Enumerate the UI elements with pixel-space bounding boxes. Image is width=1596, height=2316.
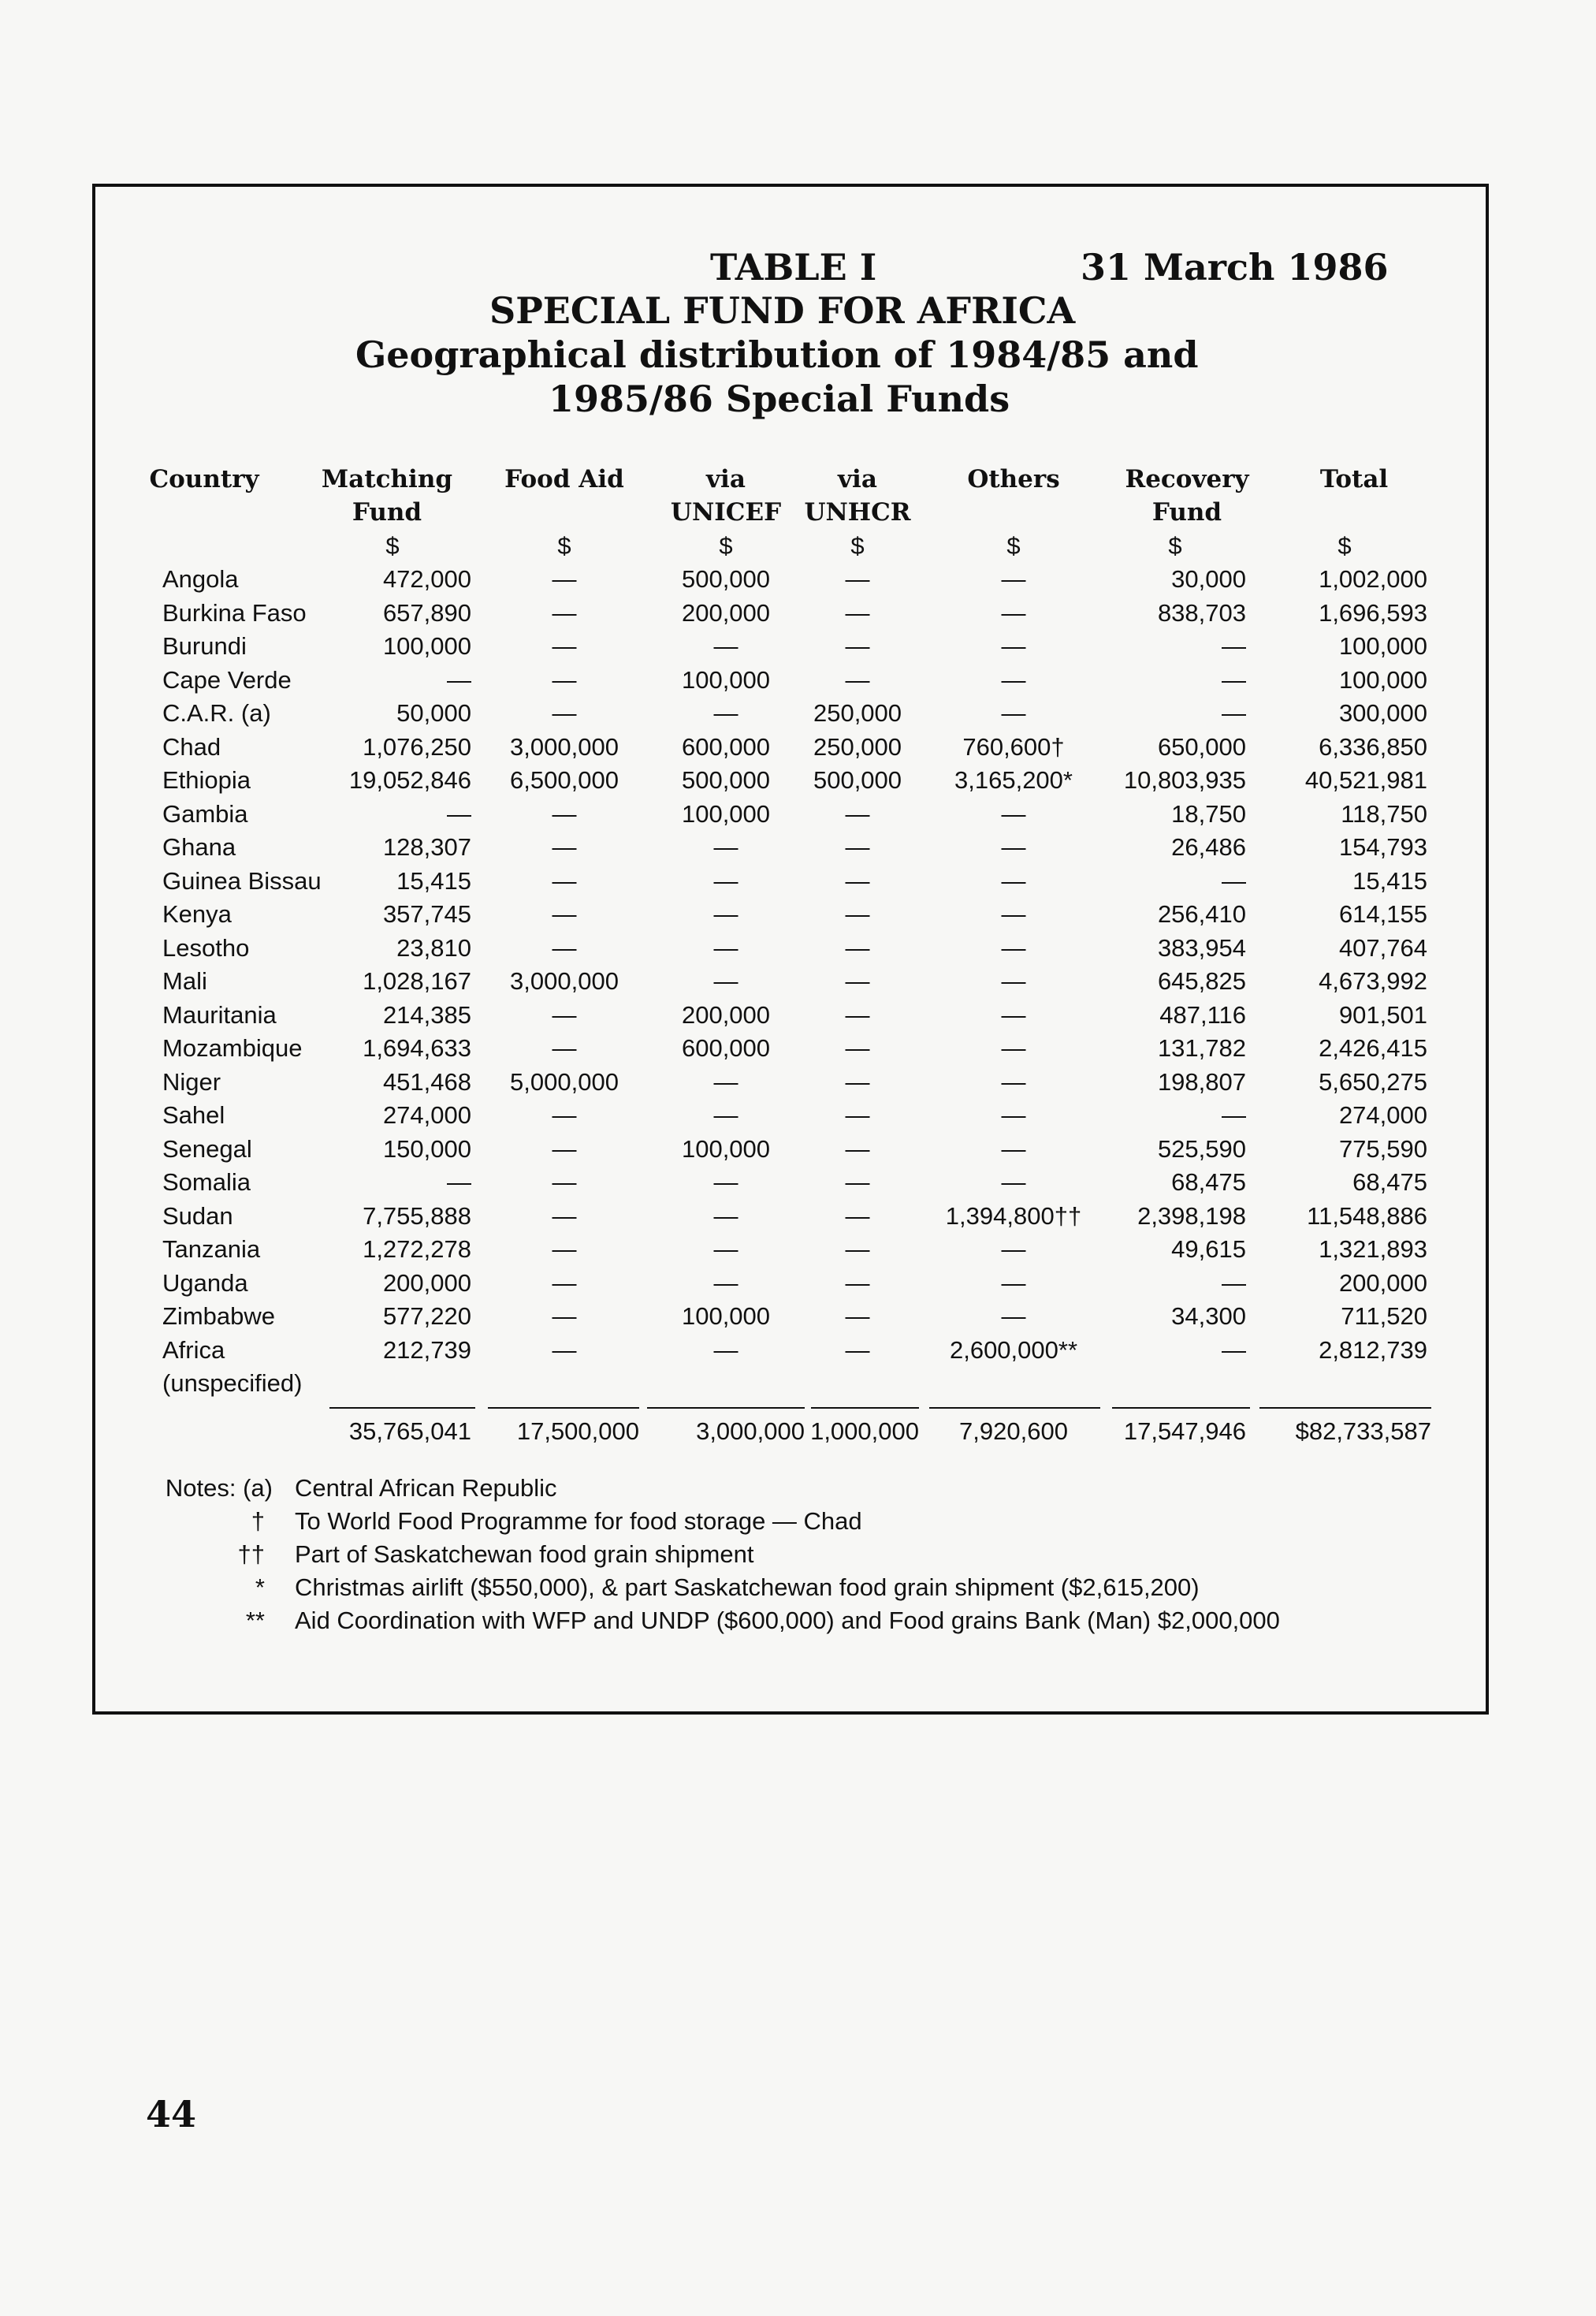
table-cell-others: — [1001, 1168, 1026, 1196]
table-cell-via-unhcr: — [845, 1201, 870, 1230]
total-food-aid: 17,500,000 [516, 1417, 639, 1445]
table-cell-food-aid: — [552, 565, 577, 593]
table-cell-total: 1,321,893 [1319, 1235, 1427, 1263]
table-cell-via-unhcr: — [845, 866, 870, 895]
table-subtitle: SPECIAL FUND FOR AFRICA [489, 289, 1076, 332]
column-unit-matching-fund: $ [385, 532, 400, 560]
row-country: Burkina Faso [162, 598, 307, 627]
table-cell-matching-fund: — [447, 799, 471, 828]
table-cell-recovery-fund: 256,410 [1157, 900, 1246, 928]
table-cell-others: — [1001, 1268, 1026, 1297]
column-header-via-unhcr: via [838, 465, 877, 493]
table-cell-matching-fund: 23,810 [396, 933, 471, 962]
table-cell-via-unicef: — [713, 1235, 738, 1263]
table-cell-via-unicef: 600,000 [681, 732, 771, 761]
column-header-matching-fund-line2: Fund [352, 498, 422, 527]
table-cell-recovery-fund: — [1222, 1101, 1246, 1129]
table-cell-food-aid: — [552, 1134, 577, 1163]
table-cell-matching-fund: — [447, 665, 471, 694]
table-cell-matching-fund: 128,307 [382, 833, 471, 861]
table-cell-recovery-fund: — [1222, 632, 1246, 660]
table-cell-total: 4,673,992 [1319, 967, 1427, 995]
table-cell-food-aid: — [552, 665, 577, 694]
table-cell-total: 901,501 [1338, 1000, 1427, 1029]
total-rule [929, 1407, 1100, 1409]
table-cell-via-unhcr: — [845, 565, 870, 593]
table-cell-matching-fund: 100,000 [382, 632, 471, 660]
row-country: Gambia [162, 799, 248, 828]
column-header-recovery-fund-line2: Fund [1151, 498, 1222, 527]
table-cell-total: 15,415 [1352, 866, 1427, 895]
total-rule [1259, 1407, 1431, 1409]
table-cell-total: 6,336,850 [1319, 732, 1427, 761]
table-cell-via-unicef: — [713, 1201, 738, 1230]
table-cell-food-aid: — [552, 833, 577, 861]
table-cell-others: — [1001, 632, 1026, 660]
table-date: 31 March 1986 [1081, 246, 1389, 289]
table-cell-via-unhcr: — [845, 1302, 870, 1330]
table-cell-others: — [1001, 833, 1026, 861]
table-cell-via-unhcr: — [845, 1101, 870, 1129]
table-cell-via-unicef: — [713, 699, 738, 727]
table-cell-via-unhcr: — [845, 1134, 870, 1163]
total-total: $82,733,587 [1295, 1417, 1431, 1445]
table-cell-via-unhcr: — [845, 1335, 870, 1364]
table-cell-recovery-fund: — [1222, 699, 1246, 727]
table-cell-via-unicef: 500,000 [681, 565, 771, 593]
table-cell-via-unhcr: — [845, 1235, 870, 1263]
table-cell-total: 5,650,275 [1319, 1067, 1427, 1096]
table-cell-food-aid: — [552, 900, 577, 928]
table-cell-food-aid: — [552, 866, 577, 895]
table-cell-matching-fund: 472,000 [382, 565, 471, 593]
table-cell-via-unicef: — [713, 1335, 738, 1364]
row-country: Africa [162, 1335, 225, 1364]
total-matching-fund: 35,765,041 [348, 1417, 471, 1445]
table-cell-food-aid: — [552, 1268, 577, 1297]
table-cell-recovery-fund: 18,750 [1171, 799, 1246, 828]
table-cell-others: 1,394,800†† [945, 1201, 1082, 1230]
total-rule [488, 1407, 639, 1409]
table-cell-food-aid: — [552, 1034, 577, 1062]
table-cell-recovery-fund: 838,703 [1157, 598, 1246, 627]
note-mark: Notes: (a) [165, 1474, 273, 1502]
table-cell-total: 711,520 [1341, 1302, 1427, 1330]
table-cell-via-unicef: — [713, 933, 738, 962]
table-cell-via-unicef: — [713, 900, 738, 928]
table-cell-total: 68,475 [1352, 1168, 1427, 1196]
row-country: Kenya [162, 900, 232, 928]
table-cell-others: — [1001, 1302, 1026, 1330]
table-cell-food-aid: — [552, 933, 577, 962]
table-cell-via-unhcr: — [845, 1168, 870, 1196]
table-cell-via-unicef: 500,000 [681, 766, 771, 794]
table-cell-via-unicef: 100,000 [681, 665, 771, 694]
row-country: Senegal [162, 1134, 252, 1163]
table-cell-matching-fund: 1,076,250 [363, 732, 471, 761]
table-cell-others: — [1001, 1034, 1026, 1062]
table-cell-via-unhcr: — [845, 598, 870, 627]
row-country: Mali [162, 967, 207, 995]
row-country: Guinea Bissau [162, 866, 322, 895]
table-cell-via-unicef: — [713, 1168, 738, 1196]
note-mark: †† [237, 1540, 265, 1568]
row-country: Ghana [162, 833, 236, 861]
table-cell-food-aid: 3,000,000 [510, 732, 619, 761]
table-cell-via-unicef: 200,000 [681, 1000, 771, 1029]
column-unit-total: $ [1337, 532, 1352, 560]
table-cell-total: 407,764 [1338, 933, 1427, 962]
total-via-unicef: 3,000,000 [696, 1417, 805, 1445]
table-cell-matching-fund: 1,694,633 [363, 1034, 471, 1062]
column-unit-via-unicef: $ [719, 532, 733, 560]
table-caption-line1: Geographical distribution of 1984/85 and [355, 333, 1199, 376]
table-cell-others: — [1001, 565, 1026, 593]
column-header-others: Others [967, 465, 1060, 493]
row-country: Ethiopia [162, 766, 251, 794]
table-cell-matching-fund: 15,415 [396, 866, 471, 895]
table-cell-total: 40,521,981 [1304, 766, 1427, 794]
row-country: Mauritania [162, 1000, 277, 1029]
table-cell-others: — [1001, 699, 1026, 727]
table-cell-matching-fund: 19,052,846 [348, 766, 471, 794]
table-cell-recovery-fund: 68,475 [1171, 1168, 1246, 1196]
column-header-matching-fund: Matching [321, 465, 453, 493]
table-cell-via-unicef: — [713, 1268, 738, 1297]
row-country: Mozambique [162, 1034, 303, 1062]
table-cell-recovery-fund: — [1222, 866, 1246, 895]
row-country: (unspecified) [162, 1369, 303, 1397]
note-text: Christmas airlift ($550,000), & part Saskatchewan food grain shipment ($2,615,200) [295, 1573, 1200, 1601]
table-cell-via-unicef: — [713, 1101, 738, 1129]
table-cell-recovery-fund: 645,825 [1157, 967, 1246, 995]
table-cell-via-unicef: — [713, 833, 738, 861]
column-header-recovery-fund: Recovery [1125, 465, 1249, 493]
table-cell-matching-fund: 1,028,167 [363, 967, 471, 995]
row-country: Burundi [162, 632, 247, 660]
table-cell-recovery-fund: 34,300 [1171, 1302, 1246, 1330]
table-label: TABLE I [710, 246, 877, 289]
column-unit-food-aid: $ [557, 532, 571, 560]
table-cell-others: 3,165,200* [954, 766, 1073, 794]
table-cell-recovery-fund: 10,803,935 [1123, 766, 1246, 794]
row-country: Angola [162, 565, 239, 593]
row-country: Chad [162, 732, 221, 761]
row-country: Lesotho [162, 933, 250, 962]
table-cell-recovery-fund: — [1222, 1335, 1246, 1364]
table-cell-via-unicef: 600,000 [681, 1034, 771, 1062]
table-cell-total: 2,426,415 [1319, 1034, 1427, 1062]
table-cell-via-unicef: — [713, 632, 738, 660]
table-cell-others: — [1001, 1235, 1026, 1263]
table-cell-via-unhcr: — [845, 967, 870, 995]
table-cell-food-aid: 3,000,000 [510, 967, 619, 995]
table-cell-via-unicef: — [713, 967, 738, 995]
note-text: Central African Republic [295, 1474, 557, 1502]
table-cell-recovery-fund: 26,486 [1171, 833, 1246, 861]
table-cell-total: 775,590 [1338, 1134, 1427, 1163]
table-cell-recovery-fund: 198,807 [1157, 1067, 1246, 1096]
table-cell-total: 274,000 [1338, 1101, 1427, 1129]
table-cell-matching-fund: 200,000 [382, 1268, 471, 1297]
table-cell-matching-fund: — [447, 1168, 471, 1196]
note-text: To World Food Programme for food storage — Chad [295, 1507, 862, 1535]
table-cell-matching-fund: 214,385 [382, 1000, 471, 1029]
table-cell-food-aid: — [552, 632, 577, 660]
note-text: Part of Saskatchewan food grain shipment [295, 1540, 754, 1568]
table-cell-food-aid: 5,000,000 [510, 1067, 619, 1096]
column-header-via-unicef: via [706, 465, 746, 493]
table-cell-total: 154,793 [1338, 833, 1427, 861]
table-cell-others: — [1001, 799, 1026, 828]
table-cell-via-unicef: 200,000 [681, 598, 771, 627]
table-cell-via-unhcr: 500,000 [813, 766, 902, 794]
row-country: Sudan [162, 1201, 233, 1230]
row-country: Somalia [162, 1168, 251, 1196]
note-mark: * [255, 1573, 265, 1601]
table-cell-food-aid: — [552, 799, 577, 828]
table-cell-via-unicef: 100,000 [681, 1302, 771, 1330]
table-cell-total: 100,000 [1338, 665, 1427, 694]
table-cell-others: — [1001, 1067, 1026, 1096]
row-country: C.A.R. (a) [162, 699, 271, 727]
table-cell-recovery-fund: 49,615 [1171, 1235, 1246, 1263]
table-cell-total: 1,002,000 [1319, 565, 1427, 593]
table-cell-food-aid: — [552, 1335, 577, 1364]
column-header-country: Country [149, 465, 259, 493]
row-country: Niger [162, 1067, 221, 1096]
table-cell-food-aid: — [552, 598, 577, 627]
table-cell-food-aid: — [552, 1000, 577, 1029]
table-cell-recovery-fund: 650,000 [1157, 732, 1246, 761]
table-cell-via-unhcr: 250,000 [813, 699, 902, 727]
total-rule [647, 1407, 805, 1409]
page-number: 44 [146, 2093, 197, 2135]
table-cell-others: — [1001, 967, 1026, 995]
table-cell-matching-fund: 577,220 [382, 1302, 471, 1330]
table-cell-via-unhcr: — [845, 1034, 870, 1062]
row-country: Tanzania [162, 1235, 261, 1263]
total-recovery-fund: 17,547,946 [1123, 1417, 1246, 1445]
table-cell-food-aid: — [552, 1235, 577, 1263]
table-cell-matching-fund: 451,468 [382, 1067, 471, 1096]
table-cell-total: 614,155 [1338, 900, 1427, 928]
table-cell-via-unhcr: — [845, 799, 870, 828]
table-cell-others: 2,600,000** [949, 1335, 1078, 1364]
table-cell-recovery-fund: — [1222, 665, 1246, 694]
table-cell-total: 200,000 [1338, 1268, 1427, 1297]
table-cell-via-unhcr: — [845, 933, 870, 962]
table-cell-via-unhcr: — [845, 1067, 870, 1096]
note-mark: † [251, 1507, 265, 1535]
total-rule [1112, 1407, 1250, 1409]
table-cell-via-unhcr: — [845, 632, 870, 660]
table-cell-food-aid: 6,500,000 [510, 766, 619, 794]
table-cell-recovery-fund: 383,954 [1157, 933, 1246, 962]
row-country: Cape Verde [162, 665, 292, 694]
table-cell-via-unicef: 100,000 [681, 799, 771, 828]
total-others: 7,920,600 [959, 1417, 1068, 1445]
table-cell-others: — [1001, 933, 1026, 962]
table-cell-matching-fund: 150,000 [382, 1134, 471, 1163]
column-header-food-aid: Food Aid [504, 465, 624, 493]
column-header-via-unhcr-line2: UNHCR [804, 498, 911, 527]
table-cell-matching-fund: 7,755,888 [363, 1201, 471, 1230]
table-cell-via-unicef: 100,000 [681, 1134, 771, 1163]
table-caption-line2: 1985/86 Special Funds [549, 378, 1010, 420]
table-cell-others: — [1001, 1000, 1026, 1029]
table-cell-others: 760,600† [962, 732, 1065, 761]
table-cell-matching-fund: 50,000 [396, 699, 471, 727]
column-header-total: Total [1319, 465, 1389, 493]
table-cell-recovery-fund: 525,590 [1157, 1134, 1246, 1163]
table-cell-food-aid: — [552, 699, 577, 727]
table-cell-matching-fund: 274,000 [382, 1101, 471, 1129]
note-text: Aid Coordination with WFP and UNDP ($600,000) and Food grains Bank (Man) $2,000,000 [295, 1607, 1280, 1634]
table-cell-others: — [1001, 1101, 1026, 1129]
table-cell-via-unhcr: 250,000 [813, 732, 902, 761]
column-unit-recovery-fund: $ [1168, 532, 1182, 560]
table-cell-recovery-fund: 487,116 [1159, 1000, 1246, 1029]
table-frame [92, 184, 1489, 1715]
table-cell-recovery-fund: 131,782 [1157, 1034, 1246, 1062]
table-cell-via-unhcr: — [845, 833, 870, 861]
table-cell-total: 11,548,886 [1307, 1201, 1427, 1230]
column-unit-others: $ [1006, 532, 1021, 560]
table-cell-via-unhcr: — [845, 1000, 870, 1029]
column-header-via-unicef-line2: UNICEF [670, 498, 782, 527]
table-cell-via-unhcr: — [845, 1268, 870, 1297]
table-cell-recovery-fund: 30,000 [1171, 565, 1246, 593]
table-cell-others: — [1001, 900, 1026, 928]
table-cell-food-aid: — [552, 1168, 577, 1196]
table-cell-total: 300,000 [1338, 699, 1427, 727]
table-cell-matching-fund: 212,739 [382, 1335, 471, 1364]
table-cell-total: 2,812,739 [1319, 1335, 1427, 1364]
table-cell-food-aid: — [552, 1201, 577, 1230]
table-cell-total: 118,750 [1341, 799, 1427, 828]
table-cell-others: — [1001, 598, 1026, 627]
table-cell-others: — [1001, 1134, 1026, 1163]
total-via-unhcr: 1,000,000 [810, 1417, 919, 1445]
table-cell-total: 100,000 [1338, 632, 1427, 660]
table-cell-recovery-fund: 2,398,198 [1137, 1201, 1246, 1230]
table-cell-others: — [1001, 665, 1026, 694]
table-cell-total: 1,696,593 [1319, 598, 1427, 627]
note-mark: ** [245, 1607, 265, 1634]
table-cell-others: — [1001, 866, 1026, 895]
table-cell-matching-fund: 657,890 [382, 598, 471, 627]
table-cell-food-aid: — [552, 1101, 577, 1129]
table-cell-via-unicef: — [713, 866, 738, 895]
column-unit-via-unhcr: $ [850, 532, 865, 560]
table-cell-food-aid: — [552, 1302, 577, 1330]
table-cell-via-unicef: — [713, 1067, 738, 1096]
table-cell-via-unhcr: — [845, 900, 870, 928]
table-cell-via-unhcr: — [845, 665, 870, 694]
table-cell-matching-fund: 357,745 [382, 900, 471, 928]
total-rule [329, 1407, 475, 1409]
row-country: Sahel [162, 1101, 225, 1129]
row-country: Uganda [162, 1268, 248, 1297]
table-cell-recovery-fund: — [1222, 1268, 1246, 1297]
table-cell-matching-fund: 1,272,278 [363, 1235, 471, 1263]
row-country: Zimbabwe [162, 1302, 275, 1330]
total-rule [811, 1407, 919, 1409]
